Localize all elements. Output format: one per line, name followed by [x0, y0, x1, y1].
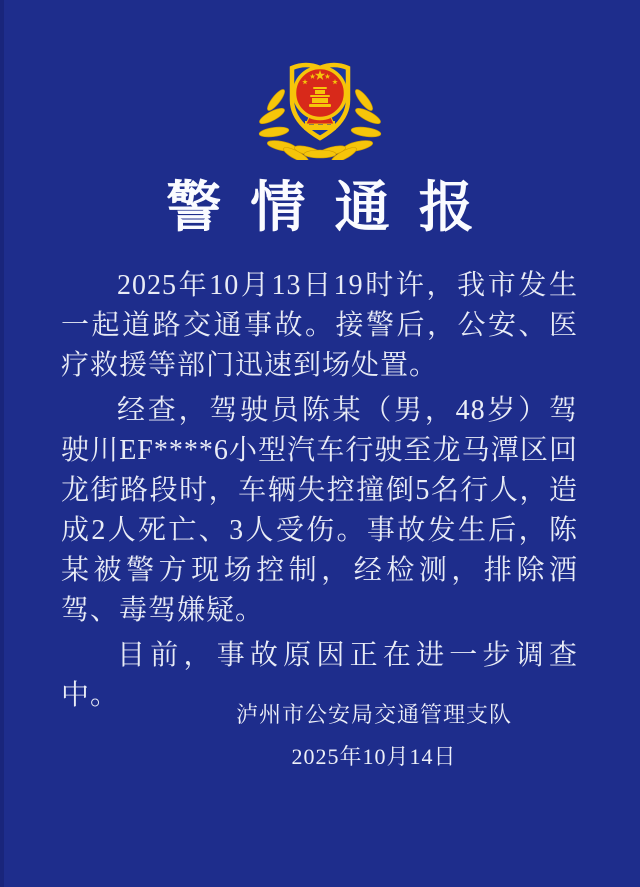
signature-block: [236, 694, 512, 778]
signature-unit: 泸州市公安局交通管理支队: [235, 702, 512, 727]
notice-paragraph: 2025年10月13日19时许，我市发生一起道路交通事故。接警后，公安、医疗救援等部门迅速到场处置。: [61, 270, 578, 381]
left-edge-shade: [0, 0, 4, 887]
notice-paragraph: 目前，事故原因正在进一步调查中。: [61, 640, 578, 711]
police-badge-icon: [256, 56, 384, 160]
notice-body: [61, 266, 578, 721]
notice-paragraph: 经查，驾驶员陈某（男，48岁）驾驶川EF****6小型汽车行驶至龙马潭区回龙街路段时，车辆失控撞倒5名行人，造成2人死亡、3人受伤。事故发生后，陈某被警方现场控制，经检测，排除酒驾、毒驾嫌疑。: [61, 395, 578, 626]
signature-date: 2025年10月14日: [291, 744, 457, 769]
page-title: 警情通报: [166, 177, 503, 238]
